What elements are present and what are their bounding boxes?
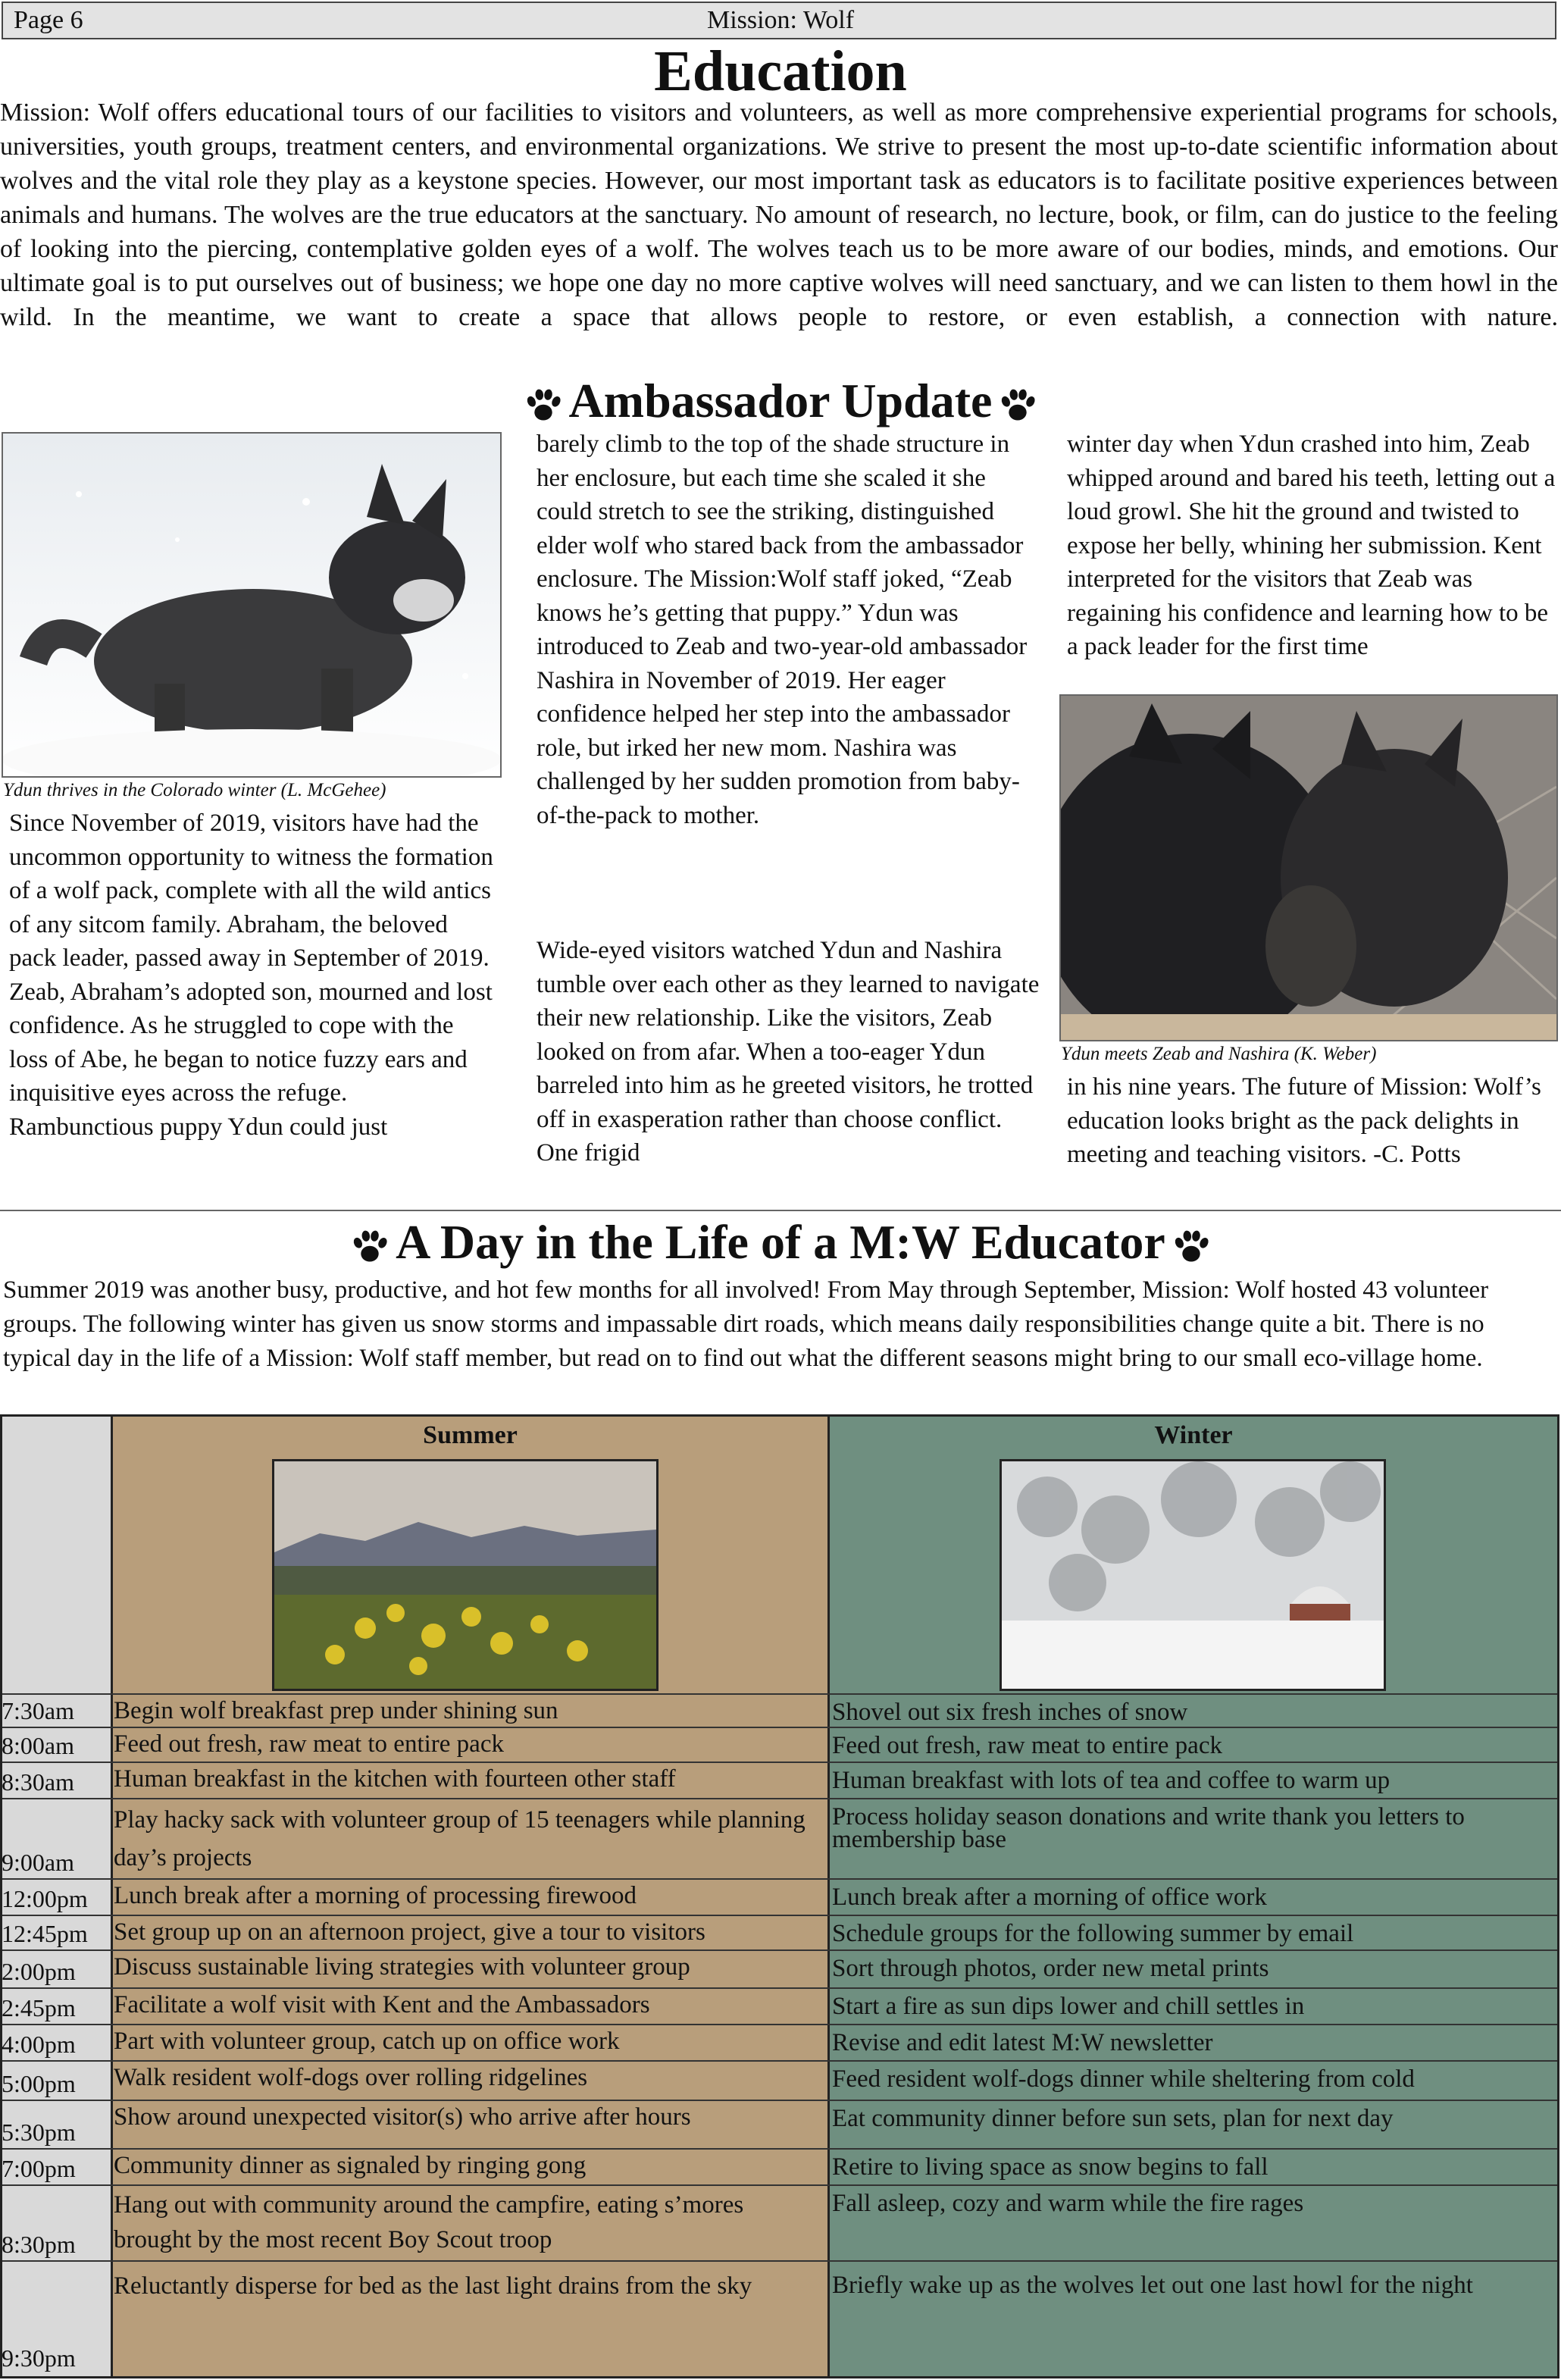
schedule-row (2, 2060, 1557, 2062)
ydun-snow-photo (2, 432, 502, 778)
schedule-winter-activity: Briefly wake up as the wolves let out one last howl for the night (832, 2272, 1473, 2299)
schedule-summer-activity: Facilitate a wolf visit with Kent and the Ambassadors (114, 1991, 650, 2018)
page-number: Page 6 (14, 6, 83, 34)
schedule-time: 7:00pm (2, 2155, 76, 2182)
schedule-time: 5:30pm (2, 2119, 76, 2146)
schedule-winter-activity: Start a fire as sun dips lower and chill settles in (832, 1993, 1305, 2020)
schedule-time: 7:30am (2, 1697, 74, 1724)
schedule-summer-activity: Feed out fresh, raw meat to entire pack (114, 1730, 504, 1758)
schedule-winter-activity: Feed out fresh, raw meat to entire pack (832, 1732, 1222, 1759)
summer-landscape-illustration (274, 1461, 656, 1689)
schedule-summer-activity: Community dinner as signaled by ringing gong (114, 2152, 587, 2179)
day-in-life-intro: Summer 2019 was another busy, productive, and hot few months for all involved! From May through September, Mission: Wolf hosted 43 volunteer groups. The following winter has given us snow storms and impassable dirt roads, which means daily responsibilities change quite a bit. There is no typical day in the life of a Mission: Wolf staff member, but read on to find out what the different seasons might bring to our small eco-village home. (3, 1276, 1489, 1372)
schedule-winter-activity: Fall asleep, cozy and warm while the fire rages (832, 2190, 1304, 2217)
ambassador-heading (0, 374, 1561, 427)
schedule-row (2, 1878, 1557, 1880)
schedule-row (2, 1727, 1557, 1728)
photo-caption-ydun: Ydun thrives in the Colorado winter (L. McGehee) (3, 780, 386, 800)
ambassador-column-3b: in his nine years. The future of Mission: Wolf’s education looks bright as the pack delights in meeting and teaching visitors. -C. Potts (1067, 1073, 1541, 1168)
schedule-row (2, 2148, 1557, 2150)
winter-landscape-illustration (1002, 1461, 1384, 1689)
schedule-row (2, 1693, 1557, 1695)
paw-print-icon (350, 1227, 389, 1267)
schedule-summer-activity: Begin wolf breakfast prep under shining sun (114, 1697, 558, 1724)
education-body: Mission: Wolf offers educational tours of our facilities to visitors and volunteers, as well as more comprehensive experiential programs for schools, universities, youth groups, treatment centers, and environmental organizations. We strive to present the most up-to-date scientific information about wolves and the vital role they play as a keystone species. However, our most important task as educators is to facilitate positive experiences between animals and humans. The wolves are the true educators at the sanctuary. No amount of research, no lecture, book, or film, can do justice to the feeling of looking into the piercing, contemplative golden eyes of a wolf. The wolves teach us to be more aware of our bodies, minds, and emotions. Our ultimate goal is to put ourselves out of business; we hope one day no more captive wolves will need sanctuary, and we can listen to them howl in the wild. In the meantime, we want to create a space that allows people to restore, or even establish, a connection with nature. (0, 99, 1558, 331)
ambassador-column-1: Since November of 2019, visitors have had the uncommon opportunity to witness the formation of a wolf pack, complete with all the wild antics of any sitcom family. Abraham, the beloved pack leader, passed away in September of 2019. Zeab, Abraham’s adopted son, mourned and lost confidence. As he struggled to cope with the loss of Abe, he began to notice fuzzy ears and inquisitive eyes across the refuge. Rambunctious puppy Ydun could just (9, 810, 493, 1141)
schedule-winter-activity: Lunch break after a morning of office work (832, 1884, 1267, 1911)
schedule-winter-activity: Process holiday season donations and write thank you letters to membership base (832, 1803, 1465, 1853)
schedule-winter-activity: Sort through photos, order new metal prints (832, 1955, 1269, 1982)
schedule-time: 2:45pm (2, 1994, 76, 2021)
schedule-summer-activity: Set group up on an afternoon project, give a tour to visitors (114, 1918, 705, 1946)
ambassador-title: Ambassador Update (568, 374, 993, 427)
schedule-winter-activity: Revise and edit latest M:W newsletter (832, 2029, 1213, 2056)
schedule-row (2, 2100, 1557, 2101)
education-heading: Education (654, 39, 907, 103)
schedule-time: 8:30am (2, 1768, 74, 1796)
paw-print-icon (998, 386, 1037, 425)
summer-photo (272, 1459, 658, 1691)
wolves-meeting-photo (1059, 694, 1558, 1041)
schedule-row (2, 2024, 1557, 2025)
summer-header: Summer (423, 1421, 518, 1449)
schedule-row (2, 1915, 1557, 1916)
schedule-summer-activity: Lunch break after a morning of processing firewood (114, 1882, 637, 1909)
schedule-time: 12:00pm (2, 1885, 88, 1912)
schedule-row (2, 1762, 1557, 1763)
page-header (2, 2, 1556, 39)
schedule-winter-activity: Human breakfast with lots of tea and coffee to warm up (832, 1767, 1391, 1794)
schedule-row (2, 2184, 1557, 2186)
day-in-life-title: A Day in the Life of a M:W Educator (396, 1215, 1165, 1269)
ambassador-column-2b: Wide-eyed visitors watched Ydun and Nashira tumble over each other as they learned to navigate their new relationship. Like the visitors, Zeab looked on from afar. When a too-eager Ydun barreled into him as he greeted visitors, he trotted off in exasperation rather than choose conflict. One frigid (536, 937, 1040, 1167)
schedule-summer-activity: Hang out with community around the campfire, eating s’mores brought by the most recent Boy Scout troop (114, 2191, 744, 2253)
day-in-life-heading (0, 1216, 1561, 1269)
schedule-row (2, 1987, 1557, 1989)
wolf-snow-illustration (3, 434, 500, 776)
schedule-summer-activity: Human breakfast in the kitchen with fourteen other staff (114, 1765, 676, 1793)
ambassador-column-2a: barely climb to the top of the shade structure in her enclosure, but each time she scaled it she could stretch to see the striking, distinguished elder wolf who stared back from the ambassador enclosure. The Mission:Wolf staff joked, “Zeab knows he’s getting that puppy.” Ydun was introduced to Zeab and two-year-old ambassador Nashira in November of 2019. Her eager confidence helped her step into the ambassador role, but irked her new mom. Nashira was challenged by her sudden promotion from baby-of-the-pack to mother. (536, 431, 1028, 829)
schedule-summer-activity: Discuss sustainable living strategies with volunteer group (114, 1953, 690, 1981)
schedule-time: 5:00pm (2, 2070, 76, 2097)
paw-print-icon (524, 386, 563, 425)
publication-name: Mission: Wolf (706, 6, 855, 34)
schedule-winter-activity: Shovel out six fresh inches of snow (832, 1699, 1188, 1726)
photo-caption-meeting: Ydun meets Zeab and Nashira (K. Weber) (1061, 1044, 1377, 1064)
schedule-winter-activity: Eat community dinner before sun sets, plan for next day (832, 2105, 1394, 2132)
schedule-summer-activity: Walk resident wolf-dogs over rolling ridgelines (114, 2064, 588, 2091)
schedule-summer-activity: Reluctantly disperse for bed as the last light drains from the sky (114, 2272, 752, 2300)
schedule-summer-activity: Show around unexpected visitor(s) who arrive after hours (114, 2103, 691, 2131)
schedule-row (2, 1798, 1557, 1799)
winter-header: Winter (1154, 1421, 1233, 1449)
schedule-time: 9:30pm (2, 2344, 76, 2372)
schedule-time: 12:45pm (2, 1920, 88, 1947)
schedule-time: 2:00pm (2, 1958, 76, 1985)
schedule-time: 8:30pm (2, 2231, 76, 2258)
schedule-time: 9:00am (2, 1849, 74, 1876)
wolves-illustration (1061, 696, 1556, 1040)
schedule-winter-activity: Retire to living space as snow begins to fall (832, 2153, 1269, 2181)
paw-print-icon (1172, 1227, 1211, 1267)
schedule-time: 8:00am (2, 1732, 74, 1759)
ambassador-column-3a: winter day when Ydun crashed into him, Zeab whipped around and bared his teeth, letting out a loud growl. She hit the ground and twisted to expose her belly, whining her submission. Kent interpreted for the visitors that Zeab was regaining his confidence and learning how to be a pack leader for the first time (1067, 431, 1556, 660)
section-divider (0, 1210, 1561, 1211)
schedule-time: 4:00pm (2, 2031, 76, 2058)
schedule-row (2, 1949, 1557, 1951)
schedule-summer-activity: Play hacky sack with volunteer group of 15 teenagers while planning day’s projects (114, 1806, 806, 1871)
winter-photo (999, 1459, 1386, 1691)
schedule-summer-activity: Part with volunteer group, catch up on office work (114, 2028, 620, 2055)
schedule-winter-activity: Schedule groups for the following summer by email (832, 1920, 1354, 1947)
schedule-winter-activity: Feed resident wolf-dogs dinner while sheltering from cold (832, 2065, 1415, 2093)
